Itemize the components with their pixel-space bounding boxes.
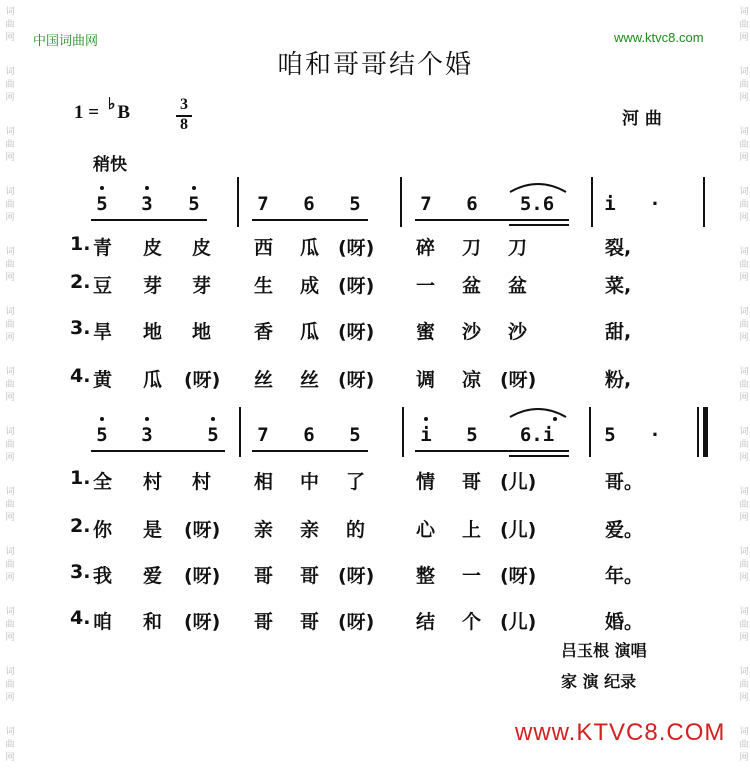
- side-watermark-char: 词: [739, 247, 749, 257]
- side-watermark-char: 词: [5, 127, 15, 137]
- side-watermark-char: 网: [739, 693, 749, 703]
- side-watermark-char: 曲: [739, 200, 749, 210]
- lyric-word: (呀): [184, 519, 221, 541]
- side-watermark-char: 词: [739, 67, 749, 77]
- note: i: [604, 193, 616, 215]
- lyric-word: 粉,: [605, 369, 632, 391]
- side-watermark-char: 曲: [5, 260, 15, 270]
- high-octave-dot: [424, 417, 428, 421]
- lyric-word: 整: [416, 565, 436, 587]
- note: 5: [96, 424, 108, 446]
- song-origin: 河 曲: [622, 109, 662, 129]
- lyric-word: (呀): [500, 369, 537, 391]
- bar-line: [239, 407, 241, 457]
- time-numerator: 3: [180, 96, 188, 113]
- eighth-note-beam: [252, 219, 368, 221]
- key-prefix: 1 =: [74, 102, 100, 123]
- side-watermark-char: 网: [739, 213, 749, 223]
- lyric-word: 结: [416, 611, 436, 633]
- lyric-word: (呀): [184, 369, 221, 391]
- side-watermark-char: 词: [5, 7, 15, 17]
- lyric-word: 皮: [192, 237, 212, 259]
- lyric-word: 豆: [93, 275, 113, 297]
- side-watermark-char: 词: [739, 727, 749, 737]
- lyric-word: 青: [93, 237, 113, 259]
- dotted-extension: ·: [649, 193, 661, 215]
- high-octave-dot: [100, 186, 104, 190]
- lyric-word: 中: [300, 471, 320, 493]
- lyric-word: 上: [462, 519, 482, 541]
- note: 3: [141, 193, 153, 215]
- lyric-word: 爱。: [605, 519, 644, 541]
- side-watermark-right: [734, 0, 750, 771]
- side-watermark-left: [0, 0, 16, 771]
- side-watermark-char: 网: [739, 153, 749, 163]
- eighth-note-beam: [415, 450, 569, 452]
- side-watermark-char: 网: [5, 93, 15, 103]
- note: 3: [141, 424, 153, 446]
- verse-number: 1.: [70, 233, 91, 255]
- side-watermark-char: 曲: [5, 140, 15, 150]
- lyric-word: 香: [254, 321, 274, 343]
- lyric-word: 我: [93, 565, 113, 587]
- note-group: 5.6: [519, 193, 555, 215]
- side-watermark-char: 网: [5, 453, 15, 463]
- lyric-word: 碎: [416, 237, 436, 259]
- side-watermark-char: 词: [5, 67, 15, 77]
- bar-line: [589, 407, 591, 457]
- side-watermark-char: 曲: [5, 740, 15, 750]
- lyric-word: (呀): [184, 565, 221, 587]
- lyric-word: 年。: [605, 565, 644, 587]
- side-watermark-char: 曲: [5, 200, 15, 210]
- lyric-word: 成: [300, 275, 320, 297]
- lyric-word: 调: [416, 369, 436, 391]
- side-watermark-char: 曲: [5, 680, 15, 690]
- song-title: 咱和哥哥结个婚: [276, 50, 473, 80]
- lyric-word: 西: [254, 237, 274, 259]
- recorder-credit: 家 演 纪录: [561, 672, 637, 691]
- note-group: 6.i: [519, 424, 555, 446]
- lyric-word: 丝: [254, 369, 274, 391]
- verse-number: 3.: [70, 561, 91, 583]
- lyric-word: (儿): [500, 611, 537, 633]
- side-watermark-char: 词: [5, 547, 15, 557]
- final-bar-line-thick: [703, 407, 708, 457]
- lyric-word: (呀): [184, 611, 221, 633]
- side-watermark-char: 网: [739, 33, 749, 43]
- high-octave-dot: [145, 417, 149, 421]
- note: 5: [96, 193, 108, 215]
- bar-line: [591, 177, 593, 227]
- side-watermark-char: 曲: [739, 440, 749, 450]
- side-watermark-char: 词: [5, 487, 15, 497]
- lyric-word: 生: [254, 275, 274, 297]
- high-octave-dot: [100, 417, 104, 421]
- side-watermark-char: 词: [5, 307, 15, 317]
- lyric-word: 盆: [508, 275, 528, 297]
- lyric-word: 瓜: [143, 369, 163, 391]
- high-octave-dot: [192, 186, 196, 190]
- note: 5: [349, 424, 361, 446]
- side-watermark-char: 曲: [5, 440, 15, 450]
- side-watermark-char: 曲: [739, 20, 749, 30]
- site-url-watermark: www.ktvc8.com: [614, 30, 704, 45]
- side-watermark-char: 网: [5, 273, 15, 283]
- side-watermark-char: 曲: [739, 500, 749, 510]
- side-watermark-char: 词: [739, 127, 749, 137]
- side-watermark-char: 词: [5, 427, 15, 437]
- key-signature: [74, 96, 131, 124]
- side-watermark-char: 网: [739, 513, 749, 523]
- note: 6: [466, 193, 478, 215]
- lyric-word: (儿): [500, 471, 537, 493]
- note: 5: [188, 193, 200, 215]
- lyric-word: (呀): [338, 275, 375, 297]
- lyric-word: 心: [416, 519, 436, 541]
- note: 5: [207, 424, 219, 446]
- side-watermark-char: 曲: [739, 80, 749, 90]
- lyric-word: 婚。: [605, 611, 644, 633]
- lyric-word: 的: [346, 519, 366, 541]
- lyric-word: 一: [462, 565, 482, 587]
- side-watermark-char: 网: [5, 393, 15, 403]
- side-watermark-char: 曲: [5, 20, 15, 30]
- verse-number: 2.: [70, 515, 91, 537]
- eighth-note-beam: [91, 450, 225, 452]
- note: 6: [303, 193, 315, 215]
- side-watermark-char: 词: [739, 427, 749, 437]
- note: i: [420, 424, 432, 446]
- side-watermark-char: 网: [5, 513, 15, 523]
- side-watermark-char: 网: [739, 633, 749, 643]
- side-watermark-char: 曲: [739, 560, 749, 570]
- side-watermark-char: 网: [739, 393, 749, 403]
- lyric-word: 亲: [254, 519, 274, 541]
- side-watermark-char: 曲: [739, 140, 749, 150]
- side-watermark-char: 词: [739, 307, 749, 317]
- note: 7: [257, 193, 269, 215]
- side-watermark-char: 网: [5, 333, 15, 343]
- side-watermark-char: 词: [739, 667, 749, 677]
- eighth-note-beam: [252, 450, 368, 452]
- high-octave-dot: [145, 186, 149, 190]
- slur: [508, 403, 568, 419]
- lyric-word: (呀): [338, 237, 375, 259]
- side-watermark-char: 词: [739, 487, 749, 497]
- lyric-word: 旱: [93, 321, 113, 343]
- performer-credit: 吕玉根 演唱: [561, 641, 647, 660]
- side-watermark-char: 词: [5, 607, 15, 617]
- side-watermark-char: 网: [5, 693, 15, 703]
- note: 5: [604, 424, 616, 446]
- lyric-word: 一: [416, 275, 436, 297]
- lyric-word: 甜,: [605, 321, 632, 343]
- lyric-word: 村: [143, 471, 163, 493]
- side-watermark-char: 曲: [5, 500, 15, 510]
- side-watermark-char: 词: [5, 667, 15, 677]
- lyric-word: 是: [143, 519, 163, 541]
- side-watermark-char: 词: [739, 187, 749, 197]
- lyric-word: 沙: [508, 321, 528, 343]
- lyric-word: 爱: [143, 565, 163, 587]
- note: 7: [257, 424, 269, 446]
- bar-line: [703, 177, 705, 227]
- verse-number: 3.: [70, 317, 91, 339]
- lyric-word: 皮: [143, 237, 163, 259]
- time-denominator: 8: [180, 116, 188, 133]
- side-watermark-char: 网: [739, 573, 749, 583]
- lyric-word: 菜,: [605, 275, 632, 297]
- high-octave-dot: [211, 417, 215, 421]
- sixteenth-note-beam: [509, 224, 569, 226]
- side-watermark-char: 曲: [5, 320, 15, 330]
- side-watermark-char: 网: [5, 213, 15, 223]
- lyric-word: 黄: [93, 369, 113, 391]
- lyric-word: 哥: [300, 611, 320, 633]
- lyric-word: 相: [254, 471, 274, 493]
- side-watermark-char: 曲: [739, 320, 749, 330]
- side-watermark-char: 网: [739, 93, 749, 103]
- note: 5: [349, 193, 361, 215]
- lyric-word: 刀: [508, 237, 528, 259]
- lyric-word: 情: [416, 471, 436, 493]
- dotted-extension: ·: [649, 424, 661, 446]
- lyric-word: 亲: [300, 519, 320, 541]
- side-watermark-char: 曲: [5, 380, 15, 390]
- eighth-note-beam: [415, 219, 569, 221]
- lyric-word: 凉: [462, 369, 482, 391]
- lyric-word: (呀): [338, 321, 375, 343]
- lyric-word: (呀): [338, 565, 375, 587]
- site-name-watermark: 中国词曲网: [33, 34, 99, 49]
- side-watermark-char: 词: [739, 7, 749, 17]
- lyric-word: 哥: [254, 565, 274, 587]
- side-watermark-char: 曲: [739, 380, 749, 390]
- lyric-word: 哥: [254, 611, 274, 633]
- lyric-word: 沙: [462, 321, 482, 343]
- side-watermark-char: 词: [5, 367, 15, 377]
- note: 7: [420, 193, 432, 215]
- side-watermark-char: 曲: [739, 680, 749, 690]
- bar-line: [400, 177, 402, 227]
- tempo-marking: 稍快: [93, 155, 127, 175]
- lyric-word: 个: [462, 611, 482, 633]
- key-flat: ♭: [107, 96, 116, 113]
- lyric-word: 全: [93, 471, 113, 493]
- side-watermark-char: 网: [5, 153, 15, 163]
- lyric-word: (呀): [338, 611, 375, 633]
- side-watermark-char: 词: [5, 187, 15, 197]
- side-watermark-char: 网: [5, 633, 15, 643]
- side-watermark-char: 网: [739, 273, 749, 283]
- side-watermark-char: 曲: [5, 620, 15, 630]
- lyric-word: 瓜: [300, 321, 320, 343]
- lyric-word: (儿): [500, 519, 537, 541]
- slur: [508, 178, 568, 194]
- side-watermark-char: 词: [739, 607, 749, 617]
- bar-line: [402, 407, 404, 457]
- lyric-word: 哥: [462, 471, 482, 493]
- lyric-word: 裂,: [605, 237, 632, 259]
- side-watermark-char: 词: [5, 727, 15, 737]
- side-watermark-char: 曲: [739, 740, 749, 750]
- bar-line: [237, 177, 239, 227]
- verse-number: 2.: [70, 271, 91, 293]
- lyric-word: 丝: [300, 369, 320, 391]
- side-watermark-char: 词: [739, 547, 749, 557]
- lyric-word: 你: [93, 519, 113, 541]
- lyric-word: 地: [143, 321, 163, 343]
- side-watermark-char: 网: [5, 33, 15, 43]
- final-bar-line-thin: [697, 407, 699, 457]
- side-watermark-char: 网: [739, 753, 749, 763]
- side-watermark-char: 曲: [5, 560, 15, 570]
- sixteenth-note-beam: [509, 455, 569, 457]
- side-watermark-char: 网: [5, 573, 15, 583]
- verse-number: 1.: [70, 467, 91, 489]
- lyric-word: 地: [192, 321, 212, 343]
- lyric-word: 芽: [143, 275, 163, 297]
- side-watermark-char: 曲: [5, 80, 15, 90]
- side-watermark-char: 网: [5, 753, 15, 763]
- verse-number: 4.: [70, 365, 91, 387]
- side-watermark-char: 词: [5, 247, 15, 257]
- side-watermark-char: 词: [739, 367, 749, 377]
- lyric-word: 和: [143, 611, 163, 633]
- lyric-word: 刀: [462, 237, 482, 259]
- lyric-word: (呀): [338, 369, 375, 391]
- side-watermark-char: 网: [739, 333, 749, 343]
- note: 5: [466, 424, 478, 446]
- side-watermark-char: 曲: [739, 620, 749, 630]
- side-watermark-char: 曲: [739, 260, 749, 270]
- lyric-word: (呀): [500, 565, 537, 587]
- verse-number: 4.: [70, 607, 91, 629]
- lyric-word: 哥: [300, 565, 320, 587]
- lyric-word: 瓜: [300, 237, 320, 259]
- bottom-logo-watermark: www.KTVC8.COM: [515, 719, 726, 746]
- note: 6: [303, 424, 315, 446]
- lyric-word: 蜜: [416, 321, 436, 343]
- lyric-word: 盆: [462, 275, 482, 297]
- lyric-word: 哥。: [605, 471, 644, 493]
- lyric-word: 村: [192, 471, 212, 493]
- lyric-word: 芽: [192, 275, 212, 297]
- lyric-word: 咱: [93, 611, 113, 633]
- key-note: B: [117, 102, 131, 123]
- side-watermark-char: 网: [739, 453, 749, 463]
- lyric-word: 了: [346, 471, 366, 493]
- eighth-note-beam: [91, 219, 207, 221]
